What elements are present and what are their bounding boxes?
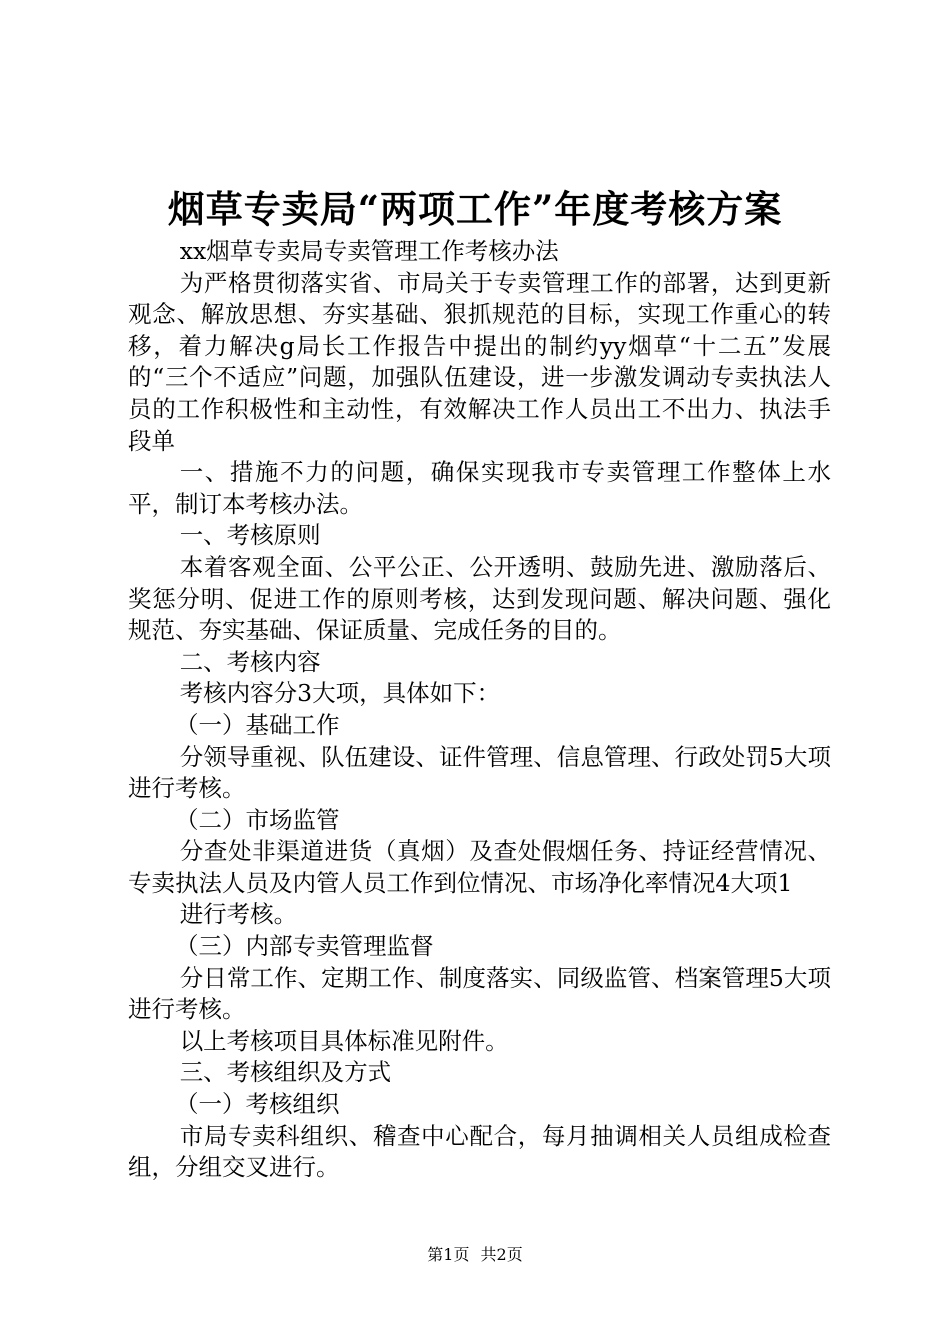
paragraph-market-supervision: 分查处非渠道进货（真烟）及查处假烟任务、持证经营情况、专卖执法人员及内管人员工作到位情况、市场净化率情况4大项1 — [128, 837, 831, 897]
paragraph-purpose-cont: 一、措施不力的问题，确保实现我市专卖管理工作整体上水平，制订本考核办法。 — [128, 458, 831, 518]
page-footer: 第1页 共2页 — [427, 1245, 523, 1264]
paragraph-content-intro: 考核内容分3大项，具体如下： — [179, 679, 501, 708]
paragraph-organization: 市局专卖科组织、稽查中心配合，每月抽调相关人员组成检查组，分组交叉进行。 — [128, 1121, 831, 1182]
paragraph-internal-supervision: 分日常工作、定期工作、制度落实、同级监管、档案管理5大项进行考核。 — [128, 963, 831, 1024]
document-title: 烟草专卖局“两项工作”年度考核方案 — [167, 187, 783, 231]
heading-organization: 三、考核组织及方式 — [179, 1058, 392, 1087]
subheading-market-supervision: （二）市场监管 — [175, 805, 340, 834]
paragraph-principles: 本着客观全面、公平公正、公开透明、鼓励先进、激励落后、奖惩分明、促进工作的原则考核，达到发现问题、解决问题、强化规范、夯实基础、保证质量、完成任务的目的。 — [128, 552, 831, 645]
heading-principles: 一、考核原则 — [179, 521, 321, 550]
paragraph-market-supervision-cont: 进行考核。 — [179, 900, 298, 929]
subheading-internal-supervision: （三）内部专卖管理监督 — [175, 932, 434, 961]
document-body — [128, 236, 831, 1184]
paragraph-subtitle: xx烟草专卖局专卖管理工作考核办法 — [179, 237, 559, 265]
paragraph-standards-note: 以上考核项目具体标准见附件。 — [179, 1026, 509, 1055]
subheading-organization: （一）考核组织 — [175, 1090, 340, 1119]
heading-content: 二、考核内容 — [179, 647, 321, 676]
paragraph-purpose: 为严格贯彻落实省、市局关于专卖管理工作的部署，达到更新观念、解放思想、夯实基础、狠抓规范的目标，实现工作重心的转移，着力解决g局长工作报告中提出的制约yy烟草“十二五”发展的“三个不适应”问题，加强队伍建设，进一步激发调动专卖执法人员的工作积极性和主动性，有效解决工作人员出工不出力、执法手段单 — [128, 268, 831, 455]
subheading-basic-work: （一）基础工作 — [175, 710, 340, 739]
paragraph-basic-work: 分领导重视、队伍建设、证件管理、信息管理、行政处罚5大项进行考核。 — [128, 742, 831, 803]
